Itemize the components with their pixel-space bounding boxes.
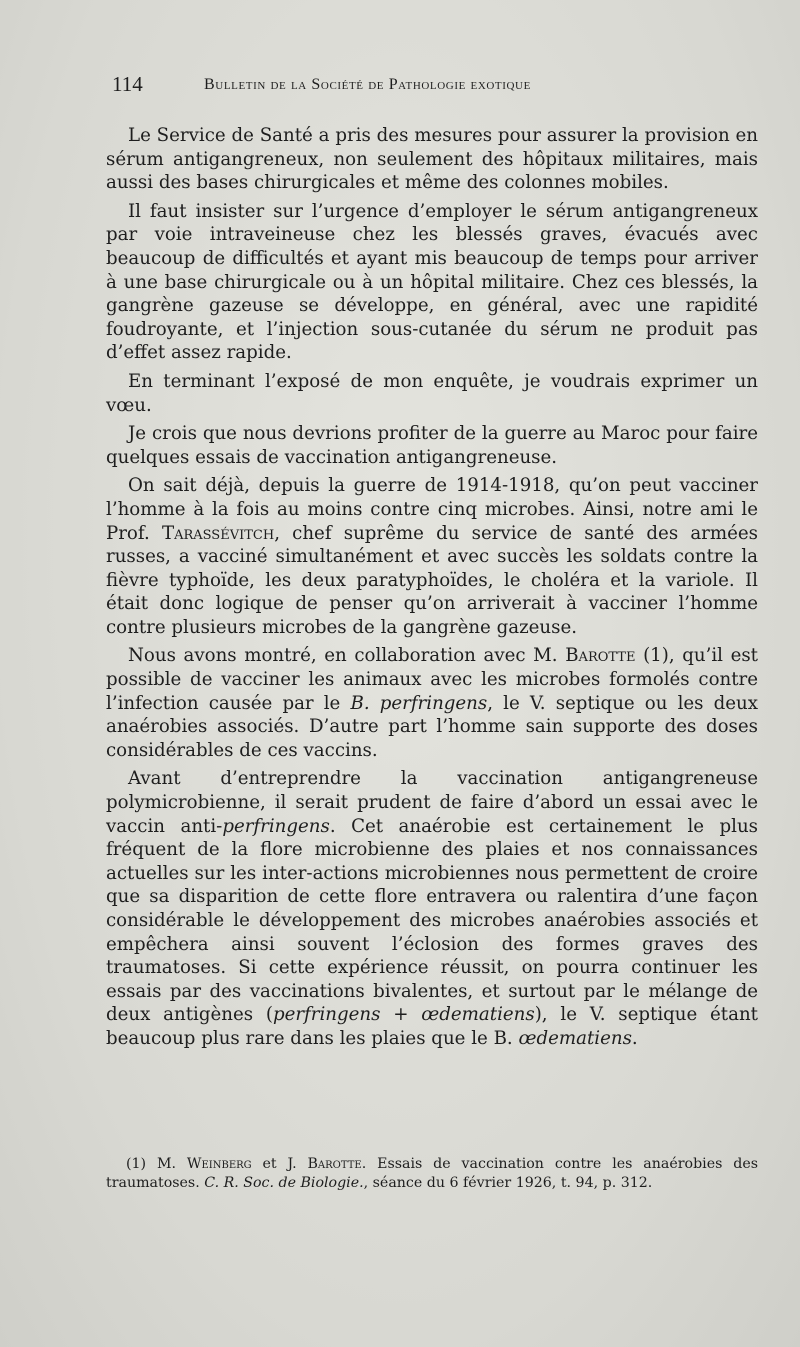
author-name: Tarassévitch: [161, 522, 275, 544]
page-header: [112, 72, 672, 102]
text-run: . Essais de vaccination contre les anaérobies des traumatoses.: [106, 1156, 759, 1191]
paragraph-6: [106, 644, 758, 762]
italic-term: œdematiens: [518, 1027, 632, 1049]
paragraph-1: Le Service de Santé a pris des mesures pour assurer la provision en sérum antigangreneux, non seulement des hôpitaux militaires, mais aussi des bases chirurgicales et même des colonnes mobiles.: [106, 125, 758, 194]
paragraph-4: Je crois que nous devrions profiter de la guerre au Maroc pour faire quelques essais de vaccination antigangreneuse.: [106, 423, 758, 468]
author-name: Barotte: [307, 1156, 362, 1172]
footnote-text: [106, 1155, 758, 1192]
italic-term: perfringens + œdematiens: [272, 1004, 535, 1026]
paragraph-7: [106, 767, 758, 1050]
author-name: Weinberg: [186, 1156, 252, 1172]
italic-term: perfringens: [222, 815, 330, 837]
text-run: (1) M.: [126, 1156, 187, 1172]
text-run: , chef suprême du service de santé des armées russes, a vacciné simultanément et avec succès les soldats contre la fièvre typhoïde, les deux paratyphoïdes, le choléra et la variole. Il était donc logique de penser qu’on arriverait à vacciner l’homme contre plusieurs microbes de la gangrène gazeuse.: [106, 522, 758, 638]
paragraph-2: Il faut insister sur l’urgence d’employer le sérum antigangreneux par voie intraveineuse chez les blessés graves, évacués avec beaucoup de difficultés et ayant mis beaucoup de temps pour arriver à une base chirurgicale ou à un hôpital militaire. Chez ces blessés, la gangrène gazeuse se développe, en général, avec une rapidité foudroyante, et l’injection sous-cutanée du sérum ne produit pas d’effet assez rapide.: [106, 200, 758, 364]
body-text: [106, 124, 758, 1056]
text-run: ), le V. septique étant beaucoup plus rare dans les plaies que le B.: [106, 1004, 758, 1049]
paragraph-3: En terminant l’exposé de mon enquête, je voudrais exprimer un vœu.: [106, 370, 758, 416]
text-run: , séance du 6 février 1926, t. 94, p. 312.: [363, 1174, 653, 1191]
paragraph-5: [106, 474, 758, 639]
text-run: Avant d’entreprendre la vaccination antigangreneuse polymicrobienne, il serait prudent de faire d’abord un essai avec le vaccin anti-: [106, 768, 758, 837]
running-head: Bulletin de la Société de Pathologie exotique: [204, 76, 531, 93]
text-run: .: [631, 1027, 638, 1049]
page-number: 114: [112, 72, 143, 96]
text-run: et J.: [251, 1156, 308, 1172]
text-run: . Cet anaérobie est certainement le plus fréquent de la flore microbienne des plaies et nos connaissances actuelles sur les inter-actions microbiennes nous permettent de croire que sa disparition de cette flore entravera ou ralentira d’une façon considérable le développement des microbes anaérobies associés et empêchera ainsi souvent l’éclosion des formes graves des traumatoses. Si cette expérience réussit, on pourra continuer les essais par des vaccinations bivalentes, et surtout par le mélange de deux antigènes (: [106, 815, 758, 1026]
text-run: Nous avons montré, en collaboration avec M.: [128, 645, 566, 667]
text-run: (1), qu’il est possible de vacciner les animaux avec les microbes formolés contre l’infection causée par le: [106, 645, 758, 714]
text-run: , le V. septique ou les deux anaérobies associés. D’autre part l’homme sain supporte des doses considérables de ces vaccins.: [106, 692, 758, 761]
italic-term: B. perfringens: [350, 692, 488, 714]
footnote: [106, 1155, 758, 1192]
journal-title: C. R. Soc. de Biologie.: [204, 1174, 364, 1191]
author-name: Barotte: [565, 645, 636, 667]
text-run: On sait déjà, depuis la guerre de 1914-1918, qu’on peut vacciner l’homme à la fois au moins contre cinq microbes. Ainsi, notre ami le Prof.: [106, 475, 758, 544]
